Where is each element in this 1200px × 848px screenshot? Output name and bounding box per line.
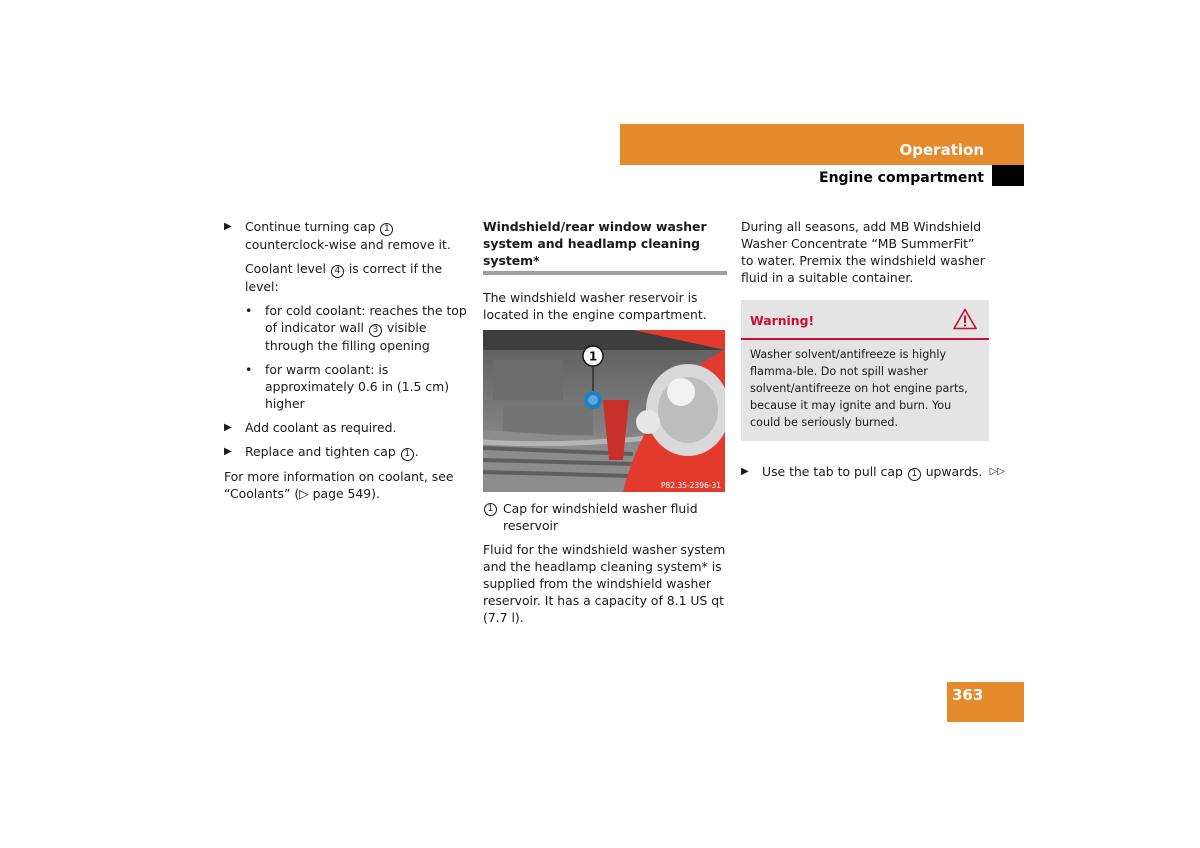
arrow-bullet-icon: ▶ (224, 422, 232, 433)
callout-number: 3 (369, 324, 382, 337)
engine-compartment-photo (483, 330, 725, 492)
callout-number: 1 (484, 503, 497, 516)
step-replace-cap: ▶ Replace and tighten cap 1 . (224, 444, 419, 459)
step-continue-turning: ▶ Continue turning cap 1 counterclock-wise and remove it. (224, 219, 451, 252)
seasonal-intro: During all seasons, add MB Windshield Washer Concentrate “MB SummerFit” to water. Premix the windshield washer fluid in a suitable container. (741, 219, 985, 285)
bullet-warm-coolant: • for warm coolant: is approximately 0.6 in (1.5 cm) higher (245, 362, 450, 411)
warning-header (741, 300, 989, 340)
engine-photo-illustration (483, 330, 725, 492)
page-number-tab (947, 682, 1024, 722)
callout-number: 1 (908, 468, 921, 481)
washer-capacity-text: Fluid for the windshield washer system and the headlamp cleaning system* is supplied from the windshield washer reservoir. It has a capacity of 8.1 US qt (7.7 l). (483, 542, 726, 625)
washer-section-heading: Windshield/rear window washer system and headlamp cleaning system* (483, 218, 727, 275)
section-title: Operation (899, 141, 984, 159)
callout-number: 1 (380, 223, 393, 236)
dot-bullet-icon: • (245, 303, 253, 318)
page-number: 363 (952, 686, 984, 704)
column-right (741, 218, 1005, 488)
washer-intro: The windshield washer reservoir is located in the engine compartment. (483, 290, 707, 322)
column-left (224, 218, 470, 509)
thumb-tab-marker (992, 165, 1024, 186)
dot-bullet-icon: • (245, 362, 253, 377)
photo-caption: 1 Cap for windshield washer fluid reservoir (483, 500, 727, 534)
coolant-level-text: Coolant level 4 is correct if the level: (245, 261, 443, 294)
subsection-title: Engine compartment (819, 170, 984, 186)
step-pull-cap: ▶ Use the tab to pull cap 1 upwards. ▷▷ (741, 464, 1005, 479)
warning-title: Warning! (750, 313, 815, 328)
callout-number: 4 (331, 265, 344, 278)
column-middle (483, 218, 727, 633)
callout-number: 1 (401, 448, 414, 461)
step-add-coolant: ▶ Add coolant as required. (224, 420, 397, 435)
arrow-bullet-icon: ▶ (741, 466, 749, 477)
continue-arrows-icon: ▷▷ (989, 466, 1005, 477)
arrow-bullet-icon: ▶ (224, 221, 232, 232)
arrow-bullet-icon: ▶ (224, 446, 232, 457)
photo-callout-number: 1 (588, 349, 598, 364)
bullet-cold-coolant: • for cold coolant: reaches the top of indicator wall 3 visible through the filling opening (245, 303, 467, 353)
warning-triangle-icon (953, 308, 977, 330)
more-info-coolants: For more information on coolant, see “Coolants” (▷ page 549). (224, 469, 454, 501)
warning-body: Washer solvent/antifreeze is highly flamma-ble. Do not spill washer solvent/antifreeze on hot engine parts, because it may ignite and burn. You could be seriously burned. (750, 348, 968, 429)
warning-box (741, 300, 989, 441)
photo-code: P82.35-2396-31 (660, 481, 721, 490)
